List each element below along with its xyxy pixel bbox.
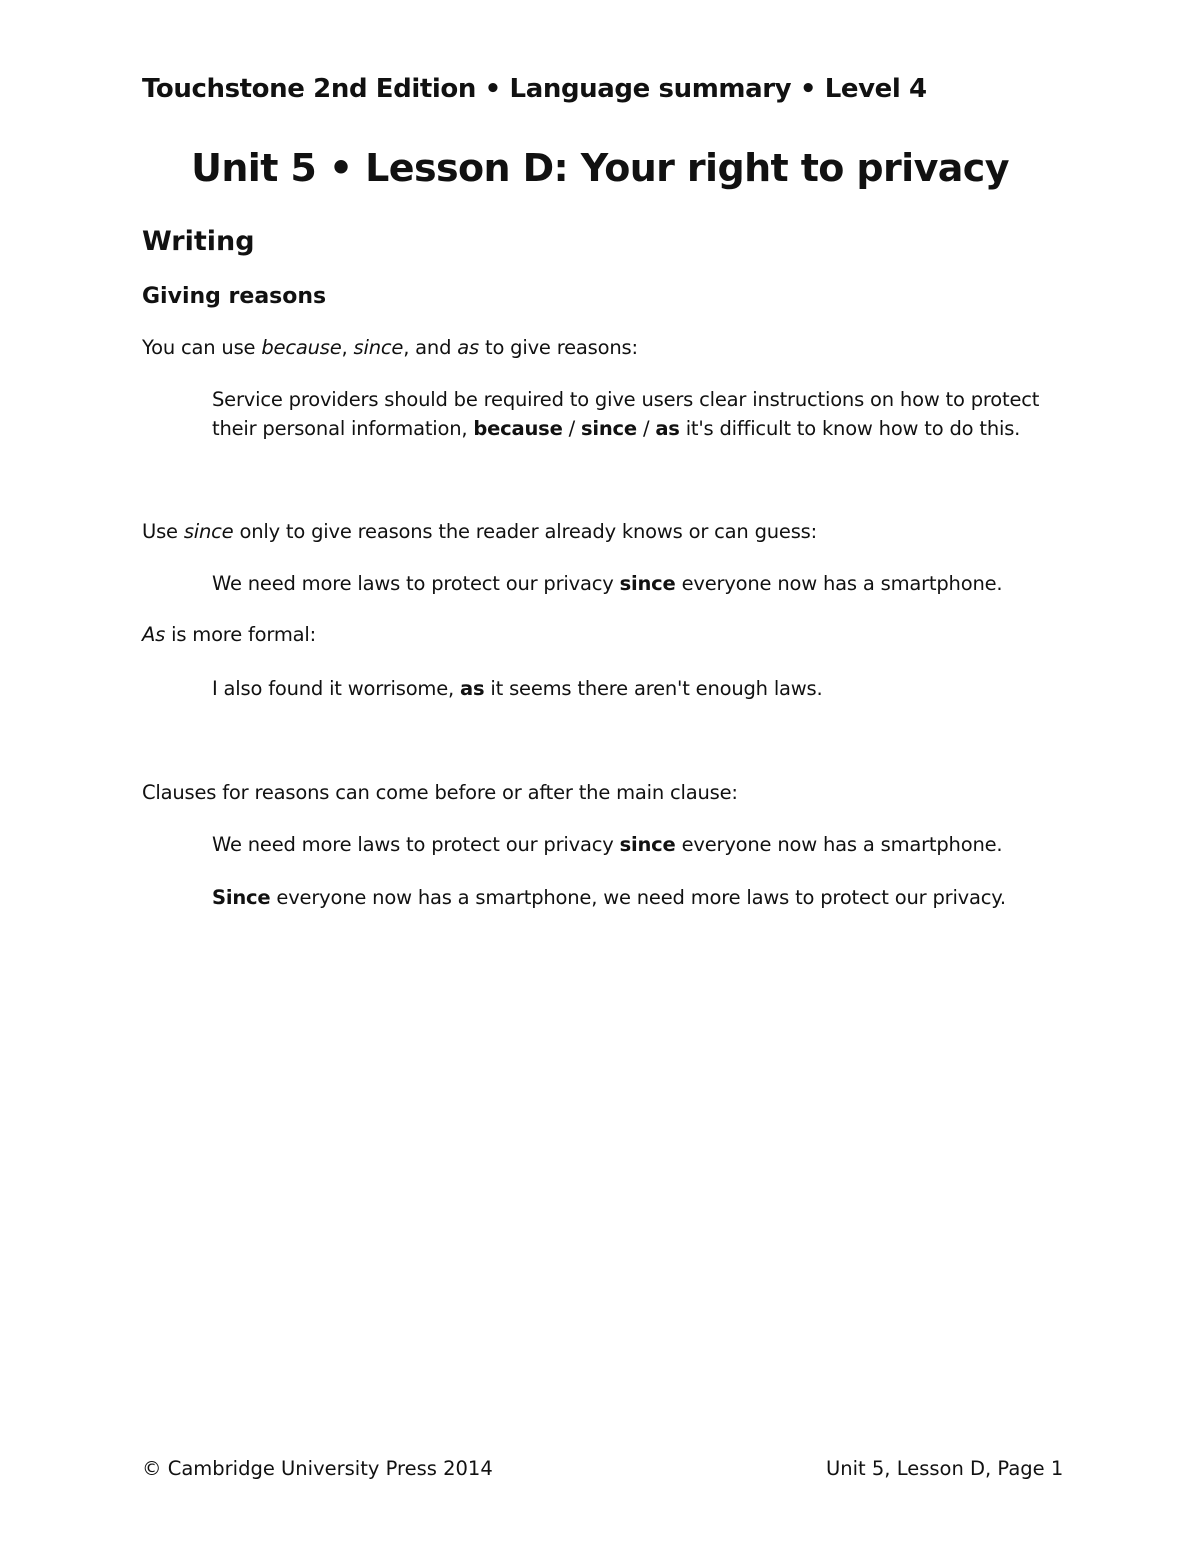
since-rule-paragraph: Use since only to give reasons the reader already knows or can guess: (142, 520, 818, 543)
document-header-title: Touchstone 2nd Edition • Language summary • Level 4 (142, 74, 927, 104)
unit-title: Unit 5 • Lesson D: Your right to privacy (191, 146, 1009, 190)
keyword-since: since (183, 520, 234, 543)
intro-paragraph: You can use because, since, and as to give reasons: (142, 336, 638, 359)
as-rule-paragraph: As is more formal: (142, 623, 316, 646)
example-sentence-4: We need more laws to protect our privacy since everyone now has a smartphone. (212, 833, 1003, 856)
keyword-as: as (457, 336, 479, 359)
section-heading: Writing (142, 226, 255, 257)
footer-page-reference: Unit 5, Lesson D, Page 1 (826, 1457, 1064, 1480)
clauses-rule-paragraph: Clauses for reasons can come before or after the main clause: (142, 781, 738, 804)
example-sentence-1: Service providers should be required to give users clear instructions on how to protect their personal information, because / since / as it's difficult to know how to do this. (212, 388, 1040, 440)
keyword-since: since (353, 336, 404, 359)
example-sentence-3: I also found it worrisome, as it seems there aren't enough laws. (212, 677, 823, 700)
keyword-as: As (142, 623, 166, 646)
keyword-because: because (261, 336, 342, 359)
example-sentence-2: We need more laws to protect our privacy since everyone now has a smartphone. (212, 572, 1003, 595)
subsection-heading: Giving reasons (142, 284, 327, 309)
example-sentence-5: Since everyone now has a smartphone, we need more laws to protect our privacy. (212, 886, 1006, 909)
footer-copyright: © Cambridge University Press 2014 (142, 1457, 493, 1480)
